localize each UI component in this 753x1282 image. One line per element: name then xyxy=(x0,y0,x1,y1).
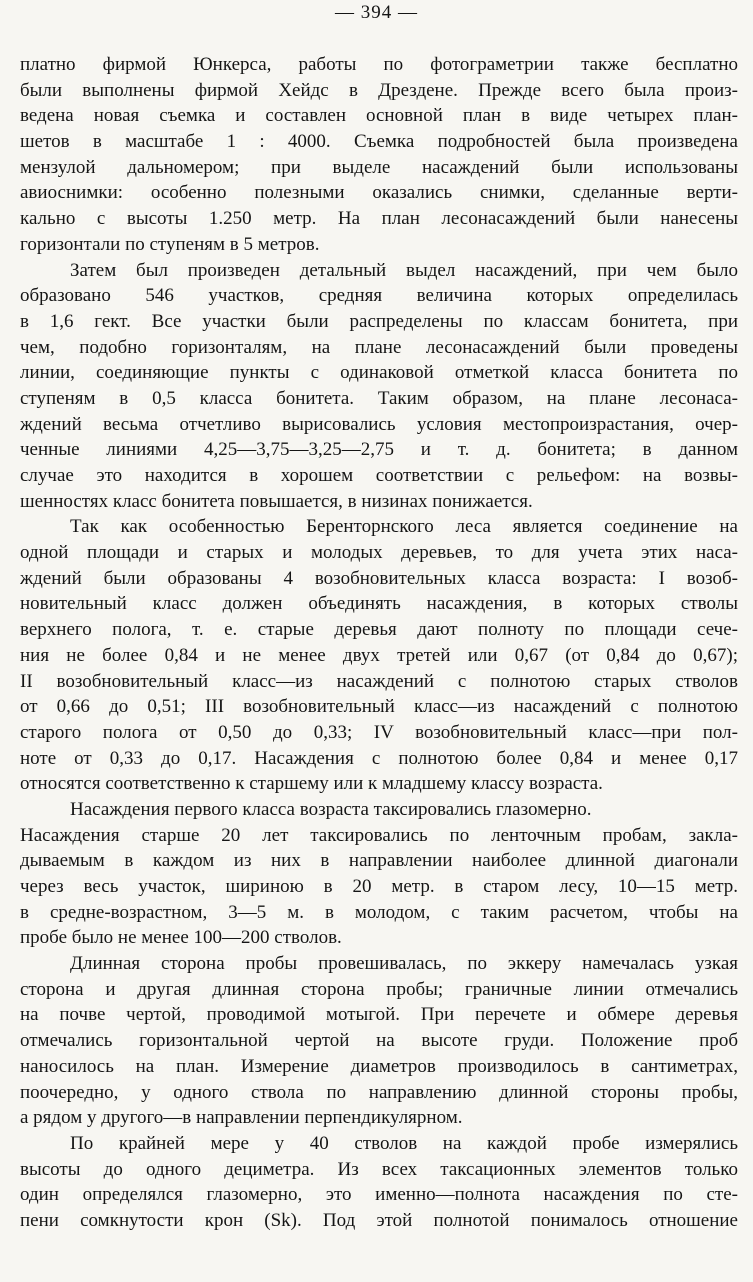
text-line: относятся соответственно к старшему или к младшему классу возраста. xyxy=(20,773,603,795)
text-line: верхнего полога, т. е. старые деревья дают полноту по площади сече- xyxy=(20,619,738,641)
text-line: отмечались горизонтальной чертой на высоте груди. Положение проб xyxy=(20,1030,738,1052)
text-line: в 1,6 гект. Все участки были распределены по классам бонитета, при xyxy=(20,310,738,332)
text-line: высоты до одного дециметра. Из всех таксационных элементов только xyxy=(20,1158,738,1180)
text-line: шенностях класс бонитета повышается, в низинах понижается. xyxy=(20,490,533,512)
text-line: Насаждения первого класса возраста таксировались глазомерно. xyxy=(70,798,592,820)
text-line: ждений весьма отчетливо вырисовались условия местопроизрастания, очер- xyxy=(20,413,738,435)
text-line: Затем был произведен детальный выдел насаждений, при чем было xyxy=(70,259,738,281)
text-line: ченные линиями 4,25—3,75—3,25—2,75 и т. д. бонитета; в данном xyxy=(20,439,738,461)
text-line: Длинная сторона пробы провешивалась, по эккеру намечалась узкая xyxy=(70,953,738,975)
text-line: новительный класс должен объединять насаждения, в которых стволы xyxy=(20,593,738,615)
text-line: один определялся глазомерно, это именно—полнота насаждения по сте- xyxy=(20,1184,738,1206)
text-line: ноте от 0,33 до 0,17. Насаждения с полнотою более 0,84 и менее 0,17 xyxy=(20,747,738,769)
text-line: в средне-возрастном, 3—5 м. в молодом, с таким расчетом, чтобы на xyxy=(20,901,738,923)
text-line: пени сомкнутости крон (Sk). Под этой полнотой понималось отношение xyxy=(20,1209,738,1231)
text-line: Насаждения старше 20 лет таксировались по ленточным пробам, закла- xyxy=(20,824,738,846)
text-line: сторона и другая длинная сторона пробы; граничные линии отмечались xyxy=(20,978,738,1000)
text-line: линии, соединяющие пункты с одинаковой отметкой класса бонитета по xyxy=(20,362,738,384)
text-line: авиоснимки: особенно полезными оказались снимки, сделанные верти- xyxy=(20,182,738,204)
text-line: ступеням в 0,5 класса бонитета. Таким образом, на плане лесонаса- xyxy=(20,387,738,409)
page-number: — 394 — xyxy=(335,2,418,23)
text-line: По крайней мере у 40 стволов на каждой пробе измерялись xyxy=(70,1132,738,1154)
text-line: II возобновительный класс—из насаждений с полнотою старых стволов xyxy=(20,670,738,692)
text-line: мензулой дальномером; при выделе насаждений были использованы xyxy=(20,156,738,178)
text-line: ведена новая съемка и составлен основной план в виде четырех план- xyxy=(20,105,738,127)
text-line: ния не более 0,84 и не менее двух третей или 0,67 (от 0,84 до 0,67); xyxy=(20,644,738,666)
text-line: шетов в масштабе 1 : 4000. Съемка подробностей была произведена xyxy=(20,131,738,153)
text-line: Так как особенностью Беренторнского леса является соединение на xyxy=(70,516,738,538)
text-line: кально с высоты 1.250 метр. На план лесонасаждений были нанесены xyxy=(20,208,738,230)
text-line: старого полога от 0,50 до 0,33; IV возобновительный класс—при пол- xyxy=(20,721,738,743)
text-line: платно фирмой Юнкерса, работы по фотограметрии также бесплатно xyxy=(20,54,738,75)
text-line: дываемым в каждом из них в направлении наиболее длинной диагонали xyxy=(20,850,738,872)
text-line: горизонтали по ступеням в 5 метров. xyxy=(20,233,320,255)
text-line: наносилось на план. Измерение диаметров производилось в сантиметрах, xyxy=(20,1055,738,1077)
text-line: случае это находится в хорошем соответствии с рельефом: на возвы- xyxy=(20,465,738,486)
text-line: а рядом у другого—в направлении перпендикулярном. xyxy=(20,1107,463,1129)
text-line: чем, подобно горизонталям, на плане лесонасаждений были проведены xyxy=(20,336,738,358)
body-text xyxy=(20,52,738,1234)
text-line: на почве чертой, проводимой мотыгой. При перечете и обмере деревья xyxy=(20,1004,738,1026)
text-line: пробе было не менее 100—200 стволов. xyxy=(20,927,342,949)
text-line: поочередно, у одного ствола по направлению длинной стороны пробы, xyxy=(20,1081,738,1103)
text-line: от 0,66 до 0,51; III возобновительный класс—из насаждений с полнотою xyxy=(20,696,738,718)
text-line: через весь участок, шириною в 20 метр. в старом лесу, 10—15 метр. xyxy=(20,876,738,897)
text-line: одной площади и старых и молодых деревьев, то для учета этих наса- xyxy=(20,542,738,564)
text-line: образовано 546 участков, средняя величина которых определилась xyxy=(20,285,738,307)
text-line: были выполнены фирмой Хейдс в Дрездене. Прежде всего была произ- xyxy=(20,79,738,101)
text-line: ждений были образованы 4 возобновительных класса возраста: I возоб- xyxy=(20,567,738,589)
